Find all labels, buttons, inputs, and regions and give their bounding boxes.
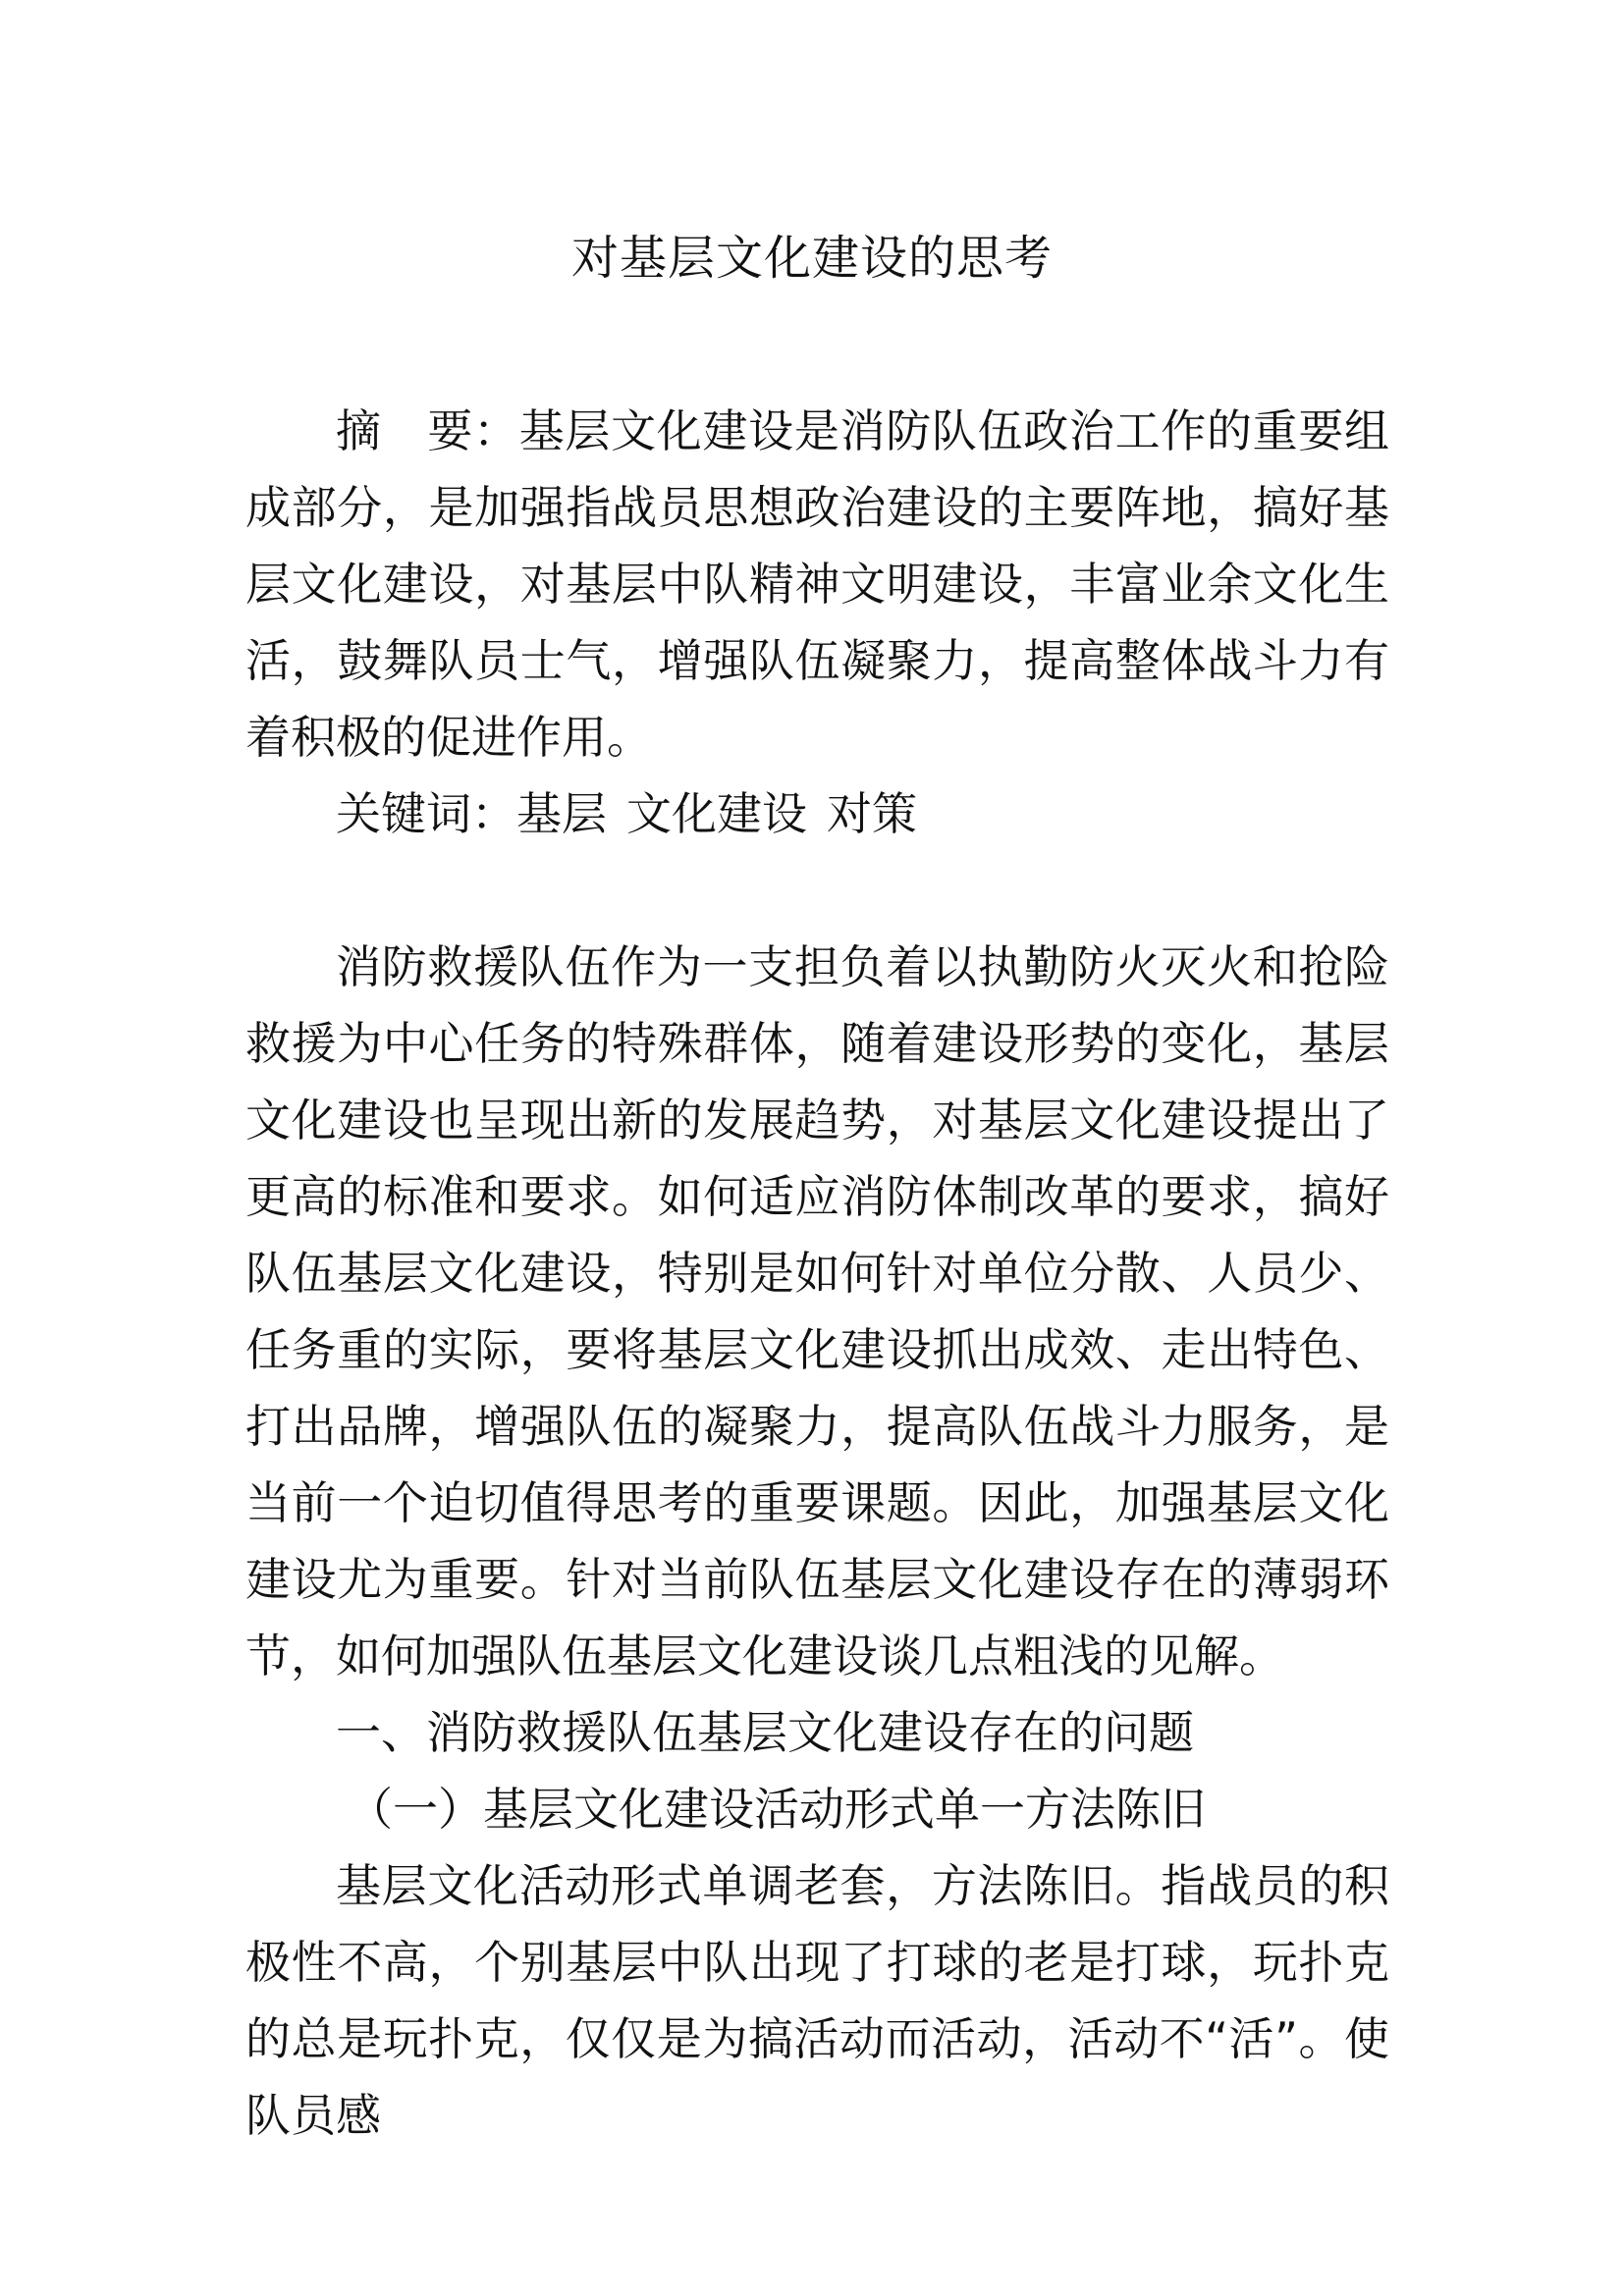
subsection-heading: （一）基层文化建设活动形式单一方法陈旧: [348, 1783, 1206, 1836]
keywords-line: [245, 775, 1389, 852]
keyword-item: 基层: [516, 787, 607, 840]
abstract-section: [245, 393, 1389, 775]
intro-paragraph: 消防救援队伍作为一支担负着以执勤防火灭火和抢险救援为中心任务的特殊群体，随着建设形势的变化，基层文化建设也呈现出新的发展趋势，对基层文化建设提出了更高的标准和要求。如何适应消防体制改革的要求，搞好队伍基层文化建设，特别是如何针对单位分散、人员少、任务重的实际，要将基层文化建设抓出成效、走出特色、打出品牌，增强队伍的凝聚力，提高队伍战斗力服务，是当前一个迫切值得思考的重要课题。因此，加强基层文化建设尤为重要。针对当前队伍基层文化建设存在的薄弱环节，如何加强队伍基层文化建设谈几点粗浅的见解。: [245, 940, 1389, 1682]
main-body: [245, 929, 1389, 2154]
abstract-label-second: 要：: [426, 404, 519, 457]
section-heading: 一、消防救援队伍基层文化建设存在的问题: [336, 1706, 1194, 1759]
abstract-text: 基层文化建设是消防队伍政治工作的重要组成部分，是加强指战员思想政治建设的主要阵地，搞好基层文化建设，对基层中队精神文明建设，丰富业余文化生活，鼓舞队员士气，增强队伍凝聚力，提高整体战斗力有着积极的促进作用。: [245, 404, 1390, 764]
body-paragraph: 基层文化活动形式单调老套，方法陈旧。指战员的积极性不高，个别基层中队出现了打球的老是打球，玩扑克的总是玩扑克，仅仅是为搞活动而活动，活动不“活”。使队员感: [245, 1859, 1389, 2142]
keyword-item: 文化建设: [626, 787, 807, 840]
document-title: 对基层文化建设的思考: [570, 231, 1053, 286]
keywords-label: 关键词：: [336, 787, 516, 840]
keyword-item: 对策: [827, 787, 917, 840]
abstract-paragraph: [245, 393, 1389, 775]
abstract-label-first: 摘: [336, 404, 382, 457]
keywords-section: [245, 775, 1389, 852]
